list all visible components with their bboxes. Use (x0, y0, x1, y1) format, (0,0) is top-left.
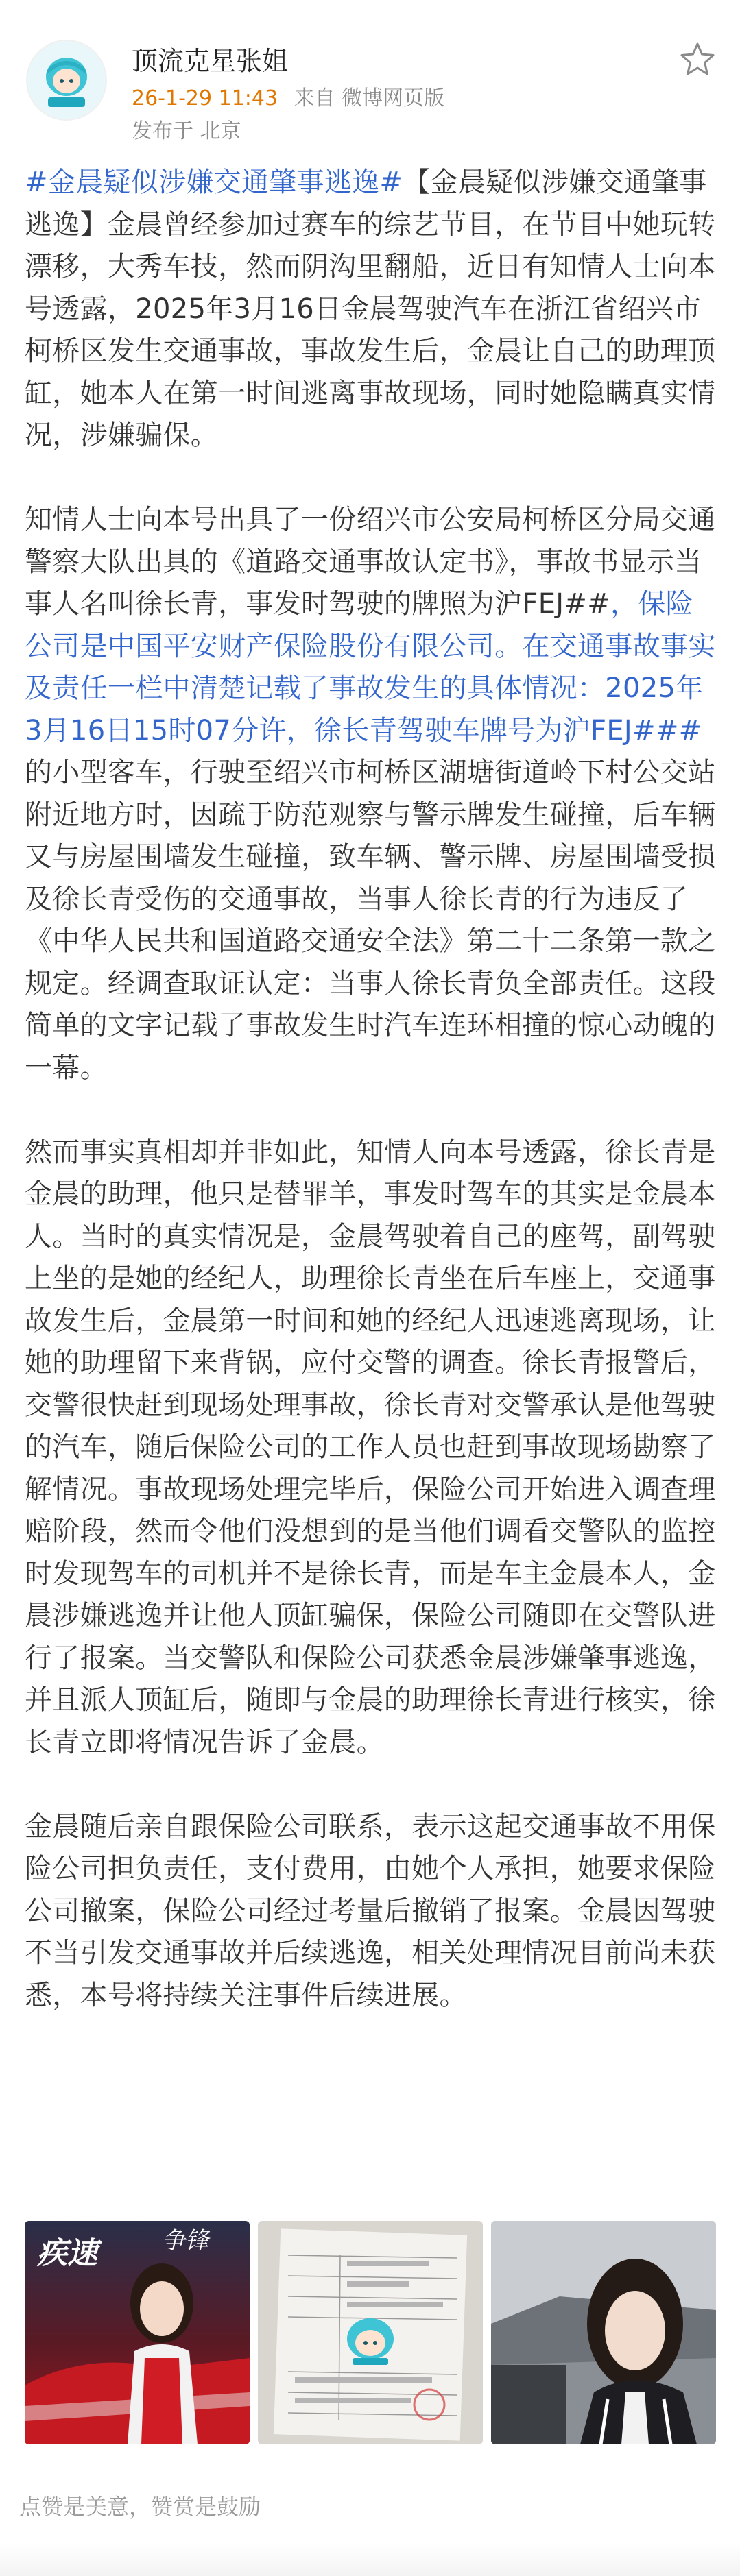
paragraph-1 (25, 162, 716, 457)
image-grid (25, 2221, 716, 2444)
paragraph-4: 金晨随后亲自跟保险公司联系，表示这起交通事故不用保险公司担负责任，支付费用，由她个人承担，她要求保险公司撤案，保险公司经过考量后撤销了报案。金晨因驾驶不当引发交通事故并后续逃逸，相关处理情况目前尚未获悉，本号将持续关注事件后续进展。 (25, 1810, 716, 2011)
author-name[interactable]: 顶流克星张姐 (132, 46, 289, 76)
paragraph-3: 然而事实真相却并非如此，知情人向本号透露，徐长青是金晨的助理，他只是替罪羊，事发时驾车的其实是金晨本人。当时的真实情况是，金晨驾驶着自己的座驾，副驾驶上坐的是她的经纪人，助理徐长青坐在后车座上，交通事故发生后，金晨第一时间和她的经纪人迅速逃离现场，让她的助理留下来背锅，应付交警的调查。徐长青报警后，交警很快赶到现场处理事故，徐长青对交警承认是他驾驶的汽车，随后保险公司的工作人员也赶到事故现场勘察了解情况。事故现场处理完毕后，保险公司开始进入调查理赔阶段，然而令他们没想到的是当他们调看交警队的监控时发现驾车的司机并不是徐长青，而是车主金晨本人，金晨涉嫌逃逸并让他人顶缸骗保，保险公司随即在交警队进行了报案。当交警队和保险公司获悉金晨涉嫌肇事逃逸，并且派人顶缸后，随即与金晨的助理徐长青进行核实，徐长青立即将情况告诉了金晨。 (25, 1136, 716, 1758)
racing-poster-image (25, 2221, 250, 2444)
image-2-document[interactable] (258, 2221, 483, 2444)
post-location: 发布于 北京 (132, 119, 241, 143)
avatar[interactable] (26, 40, 107, 121)
car-selfie-photo-image (491, 2221, 716, 2444)
post-source: 来自 微博网页版 (294, 86, 445, 110)
favorite-button[interactable] (678, 40, 717, 80)
post-meta (132, 81, 444, 111)
post-header (0, 0, 740, 165)
avatar-cartoon-icon (27, 41, 106, 119)
bottom-divider (0, 2543, 740, 2576)
post-time[interactable]: 26-1-29 11:43 (132, 86, 278, 110)
paragraph-2-text-b: 的小型客车，行驶至绍兴市柯桥区湖塘街道岭下村公交站附近地方时，因疏于防范观察与警示牌发生碰撞，后车辆又与房屋围墙发生碰撞，致车辆、警示牌、房屋围墙受损及徐长青受伤的交通事故，当事人徐长青的行为违反了《中华人民共和国道路交通安全法》第二十二条第一款之规定。经调查取证认定：当事人徐长青负全部责任。这段简单的文字记载了事故发生时汽车连环相撞的惊心动魄的一幕。 (25, 757, 716, 1084)
poster-title-b: 争锋 (162, 2227, 208, 2255)
accident-report-document-image (258, 2221, 483, 2444)
image-1-poster[interactable] (25, 2221, 250, 2444)
image-3-selfie[interactable] (491, 2221, 716, 2444)
paragraph-2-text-a: 知情人士向本号出具了一份绍兴市公安局柯桥区分局交通警察大队出具的《道路交通事故认定书》，事故书显示当事人名叫徐长青，事发时驾驶的牌照为沪FEJ## (25, 504, 716, 620)
paragraph-1-text: 【金晨疑似涉嫌交通肇事逃逸】金晨曾经参加过赛车的综艺节目，在节目中她玩转漂移，大秀车技，然而阴沟里翻船，近日有知情人士向本号透露，2025年3月16日金晨驾驶汽车在浙江省绍兴市柯桥区发生交通事故，事故发生后，金晨让自己的助理顶缸，她本人在第一时间逃离事故现场，同时她隐瞒真实情况，涉嫌骗保。 (25, 167, 716, 451)
hashtag-link[interactable]: #金晨疑似涉嫌交通肇事逃逸# (25, 167, 403, 198)
paragraph-2 (25, 499, 716, 1089)
star-icon (678, 40, 717, 80)
post-content (25, 162, 716, 2017)
footer-reward-text: 点赞是美意，赞赏是鼓励 (19, 2494, 261, 2520)
poster-title-a: 疾速 (37, 2236, 97, 2271)
paragraph-2-highlight: ，保险公司是中国平安财产保险股份有限公司。在交通事故事实及责任一栏中清楚记载了事故发生的具体情况：2025年3月16日15时07分许，徐长青驾驶车牌号为沪FEJ### (25, 588, 716, 746)
